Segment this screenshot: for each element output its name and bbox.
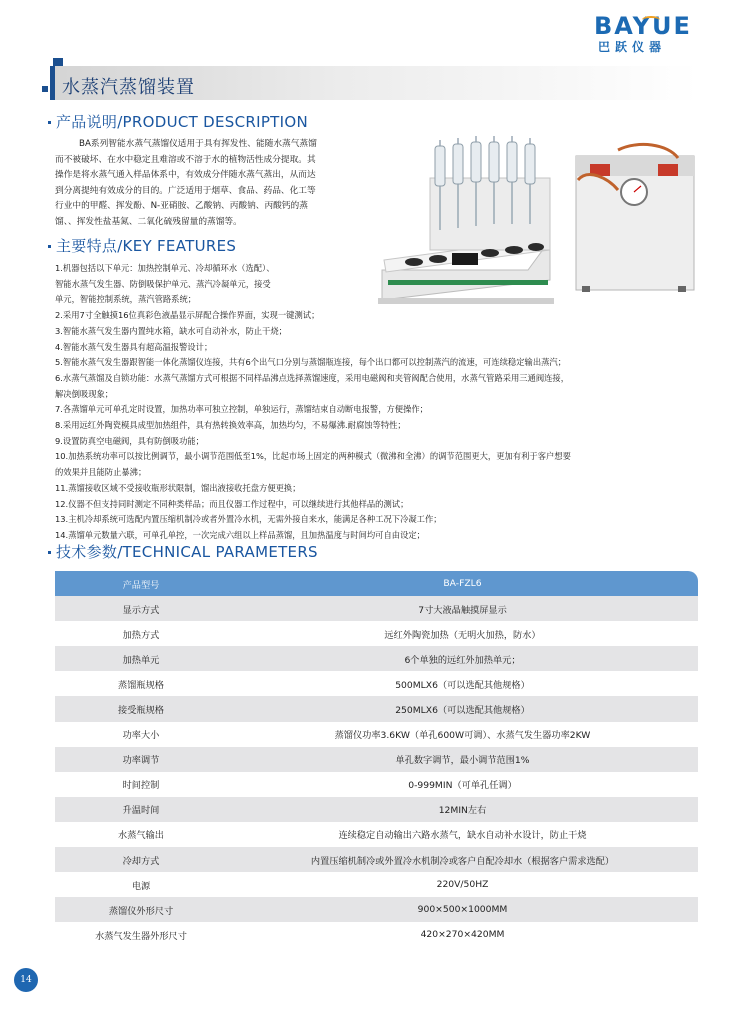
row-label: 时间控制	[122, 780, 160, 792]
row-value: 7寸大液晶触摸屏显示	[418, 604, 507, 616]
feature-line: 6.水蒸气蒸馏及自锁功能：水蒸气蒸馏方式可根据不同样品沸点选择蒸馏速度，采用电磁阀和夹管阀配合使用，水蒸气管路采用三通阀连接，	[55, 372, 570, 383]
row-value: 220V/50HZ	[436, 879, 489, 891]
table-header-label: 产品型号	[122, 579, 160, 591]
table-row	[55, 696, 698, 721]
description-heading	[48, 111, 308, 132]
row-value: 远红外陶瓷加热（无明火加热，防水）	[384, 629, 541, 641]
logo-mark: BAYUE	[594, 12, 692, 40]
page-title: 水蒸汽蒸馏装置	[62, 77, 195, 98]
logo-subtitle: 巴跃仪器	[598, 40, 667, 54]
table-row	[55, 822, 698, 847]
table-row	[55, 646, 698, 671]
row-label: 蒸馏仪外形尺寸	[108, 905, 174, 917]
title-accent	[50, 66, 55, 100]
feature-line: 3.智能水蒸气发生器内置纯水箱，缺水可自动补水，防止干烧；	[55, 325, 287, 336]
features-list	[55, 261, 695, 544]
feature-line: 解决倒吸现象；	[55, 388, 114, 399]
row-label: 加热单元	[122, 654, 160, 666]
row-value: 0-999MIN（可单孔任调）	[408, 780, 517, 792]
bullet-icon	[48, 121, 51, 124]
row-label: 冷却方式	[122, 855, 160, 867]
row-value: 900×500×1000MM	[417, 904, 508, 916]
row-value: 420×270×420MM	[420, 929, 505, 941]
feature-line: 11.蒸馏接收区域不受接收瓶形状限制，馏出液接收托盘方便更换；	[55, 482, 301, 493]
row-label: 蒸馏瓶规格	[118, 679, 164, 691]
row-value: 蒸馏仪功率3.6KW（单孔600W可调）、水蒸气发生器功率2KW	[334, 730, 591, 742]
desc-line: 而不被破坏、在水中稳定且难溶或不溶于水的植物活性成分提取。其	[55, 154, 316, 165]
row-label: 显示方式	[122, 604, 160, 616]
table-row	[55, 722, 698, 747]
feature-line: 8.采用远红外陶瓷模具成型加热组件，具有热转换效率高，加热均匀，不易爆沸.耐腐蚀等特性；	[55, 420, 406, 431]
row-value: 内置压缩机制冷或外置冷水机制冷或客户自配冷却水（根据客户需求选配）	[310, 855, 615, 867]
feature-line: 14.蒸馏单元数量六联，可单孔单控，一次完成六组以上样品蒸馏，且加热温度与时间均可自由设定；	[55, 529, 425, 540]
row-label: 升温时间	[122, 805, 160, 817]
table-row	[55, 671, 698, 696]
table-row	[55, 897, 698, 922]
table-row	[55, 872, 698, 897]
bullet-icon	[48, 245, 51, 248]
feature-line: 的效果并且能防止暴沸；	[55, 467, 147, 478]
feature-line: 10.加热系统功率可以按比例调节，最小调节范围低至1%，比起市场上固定的两种模式（微沸和全沸）的调节范围更大，更加有利于客户想要	[55, 451, 571, 462]
features-heading-text: 主要特点/KEY FEATURES	[56, 237, 237, 255]
params-heading-text: 技术参数/TECHNICAL PARAMETERS	[56, 543, 318, 561]
row-value: 250MLX6（可以选配其他规格）	[395, 705, 530, 717]
desc-line: 操作是将水蒸气通入样品体系中，有效成分伴随水蒸气蒸出，从而达	[55, 170, 316, 181]
row-label: 水蒸气发生器外形尺寸	[95, 930, 187, 942]
row-label: 功率调节	[122, 755, 160, 767]
row-value: 6个单独的远红外加热单元；	[404, 654, 521, 666]
logo-wave-icon	[642, 16, 660, 24]
row-label: 水蒸气输出	[118, 830, 164, 842]
row-label: 加热方式	[122, 629, 160, 641]
desc-line: BA系列智能水蒸气蒸馏仪适用于具有挥发性、能随水蒸气蒸馏	[79, 139, 317, 149]
row-label: 电源	[131, 880, 151, 892]
feature-line: 单元，智能控制系统，蒸汽管路系统；	[55, 294, 197, 305]
desc-line: 馏、、挥发性盐基氮、二氧化硫残留量的蒸馏等。	[55, 216, 242, 227]
features-heading	[48, 235, 236, 256]
row-value: 单孔数字调节，最小调节范围1%	[395, 755, 530, 767]
row-value: 12MIN左右	[438, 805, 487, 817]
feature-line: 12.仪器不但支持同时测定不同种类样品；而且仪器工作过程中，可以继续进行其他样品的测试；	[55, 498, 409, 509]
table-row	[55, 797, 698, 822]
table-row	[55, 922, 698, 947]
bullet-icon	[48, 551, 51, 554]
row-value: 连续稳定自动输出六路水蒸气，缺水自动补水设计，防止干烧	[338, 830, 587, 842]
table-header-value: BA-FZL6	[443, 578, 482, 590]
feature-line: 9.设置防真空电磁阀，具有防倒吸功能；	[55, 435, 204, 446]
feature-line: 4.智能水蒸气发生器具有超高温报警设计；	[55, 341, 213, 352]
feature-line: 智能水蒸气发生器、防倒吸保护单元、蒸汽冷凝单元，接受	[55, 278, 271, 289]
decor-square-small	[42, 86, 48, 92]
desc-line: 行业中的甲醛、挥发酚、N-亚硝胺、乙酸钠、丙酸钠、丙酸钙的蒸	[55, 201, 308, 212]
feature-line: 5.智能水蒸气发生器跟智能一体化蒸馏仪连接，共有6个出气口分别与蒸馏瓶连接，每个出口都可以控制蒸汽的流速，可连续稳定输出蒸汽；	[55, 357, 567, 368]
brand-logo	[594, 14, 704, 54]
row-label: 功率大小	[122, 730, 160, 742]
row-label: 接受瓶规格	[118, 705, 164, 717]
table-header-row	[55, 571, 698, 596]
description-text	[55, 137, 361, 231]
description-heading-text: 产品说明/PRODUCT DESCRIPTION	[56, 113, 308, 131]
feature-line: 13.主机冷却系统可选配内置压缩机制冷或者外置冷水机，无需外接自来水，能满足各种工况下冷凝工作；	[55, 514, 442, 525]
table-row	[55, 772, 698, 797]
feature-line: 7.各蒸馏单元可单孔定时设置，加热功率可独立控制，单独运行，蒸馏结束自动断电报警，方便操作；	[55, 404, 428, 415]
page-number: 14	[14, 968, 38, 992]
table-row	[55, 747, 698, 772]
table-row	[55, 847, 698, 872]
params-heading	[48, 541, 318, 562]
table-row	[55, 621, 698, 646]
feature-line: 2.采用7寸全触摸16位真彩色液晶显示屏配合操作界面，实现一键测试；	[55, 310, 320, 321]
row-value: 500MLX6（可以选配其他规格）	[395, 679, 530, 691]
params-table	[55, 571, 698, 947]
feature-line: 1.机器包括以下单元：加热控制单元、冷却循环水（选配）、	[55, 263, 275, 273]
desc-line: 到分离提纯有效成分的目的。广泛适用于烟草、食品、药品、化工等	[55, 185, 316, 196]
table-row	[55, 596, 698, 621]
